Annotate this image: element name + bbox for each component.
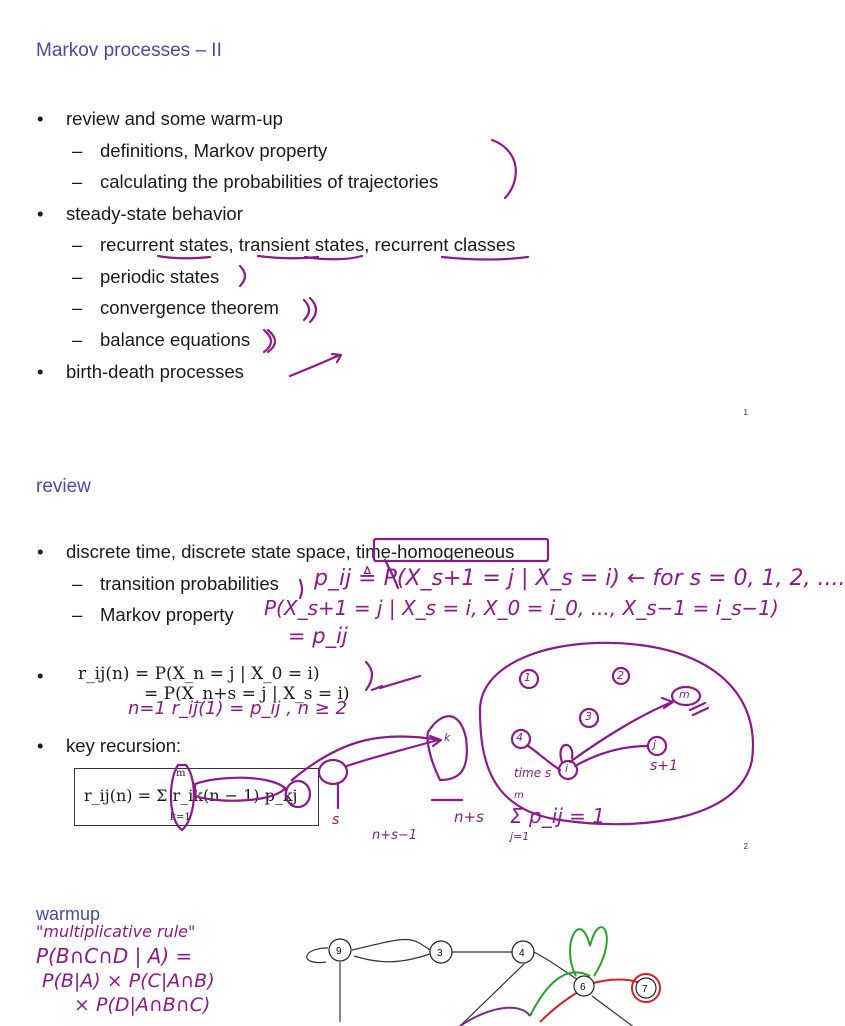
handwritten-n-plus-s: n+s xyxy=(454,808,484,826)
handwritten-s-plus-1: s+1 xyxy=(650,758,678,774)
slide-title: Markov processes – II xyxy=(36,40,222,61)
handwritten-time-s: time s xyxy=(514,766,552,780)
graph-node-label: 6 xyxy=(580,982,586,993)
bullet-item: • birth-death processes xyxy=(37,361,244,382)
sum-lower-limit: k=1 xyxy=(170,812,191,823)
graph-node-label: 3 xyxy=(437,948,443,959)
page-number: 2 xyxy=(743,842,748,851)
handwritten-node-label: 1 xyxy=(524,671,531,684)
markov-chain-graph xyxy=(290,866,768,1026)
formula-line-2: = P(X_n+s = j | X_s = i) xyxy=(144,684,350,704)
sub-item: – recurrent states, transient states, recurrent classes xyxy=(72,234,516,255)
sub-item: – convergence theorem xyxy=(72,297,279,318)
handwritten-s: s xyxy=(332,812,340,828)
handwritten-markov-equals: = p_ij xyxy=(288,624,348,648)
slide-3 xyxy=(0,858,768,1024)
handwritten-rule-name: "multiplicative rule" xyxy=(36,922,196,941)
slide-title: warmup xyxy=(36,904,101,924)
sub-item: – Markov property xyxy=(72,604,234,625)
formula-line-1: r_ij(n) = P(X_n = j | X_0 = i) xyxy=(78,664,320,684)
slide-title: review xyxy=(36,476,91,497)
handwritten-sum-rule: Σ p_ij = 1 xyxy=(510,804,605,828)
handwritten-sum-lower: j=1 xyxy=(510,830,530,843)
bullet-item: • review and some warm-up xyxy=(37,108,283,129)
bullet-item: • steady-state behavior xyxy=(37,203,243,224)
handwritten-n-plus-s-minus-1: n+s−1 xyxy=(372,828,418,843)
graph-node-label: 7 xyxy=(642,984,648,995)
sub-item: – balance equations xyxy=(72,329,251,350)
handwritten-base-case: n=1 r_ij(1) = p_ij , n ≥ 2 xyxy=(128,698,348,719)
sum-upper-limit: m xyxy=(176,768,186,779)
handwritten-pij-definition: p_ij ≜ P(X_s+1 = j | X_s = i) ← for s = 0, 1, 2, .... xyxy=(314,566,845,591)
handwritten-line: × P(D|A∩B∩C) xyxy=(74,994,211,1016)
handwritten-node-label: 4 xyxy=(516,731,523,744)
handwritten-node-label: m xyxy=(679,688,690,701)
bullet-item: • discrete time, discrete state space, time-homogeneous xyxy=(37,541,515,562)
slide-1 xyxy=(0,0,768,440)
handwritten-node-label: i xyxy=(565,762,569,775)
sub-item: – periodic states xyxy=(72,266,220,287)
handwritten-node-label: 2 xyxy=(617,669,624,682)
bullet-item: • key recursion: xyxy=(37,735,182,756)
page-number: 1 xyxy=(743,408,748,417)
slide-2 xyxy=(0,440,845,858)
handwritten-node-label: j xyxy=(653,738,657,751)
handwritten-line: P(B|A) × P(C|A∩B) xyxy=(42,970,215,992)
handwritten-sum-upper: m xyxy=(514,790,524,801)
handwritten-markov-property: P(X_s+1 = j | X_s = i, X_0 = i_0, ..., X_s−1 = i_s−1) xyxy=(264,596,779,620)
bullet-item: • xyxy=(37,665,44,686)
handwritten-node-label: k xyxy=(444,731,451,744)
handwritten-line: P(B∩C∩D | A) = xyxy=(36,944,193,968)
handwritten-node-label: 3 xyxy=(585,710,592,723)
recursion-formula: r_ij(n) = Σ r_ik(n − 1) p_kj xyxy=(84,786,298,805)
graph-node-label: 9 xyxy=(336,946,342,957)
sub-item: – calculating the probabilities of trajectories xyxy=(72,171,439,192)
sub-item: – definitions, Markov property xyxy=(72,140,328,161)
sub-item: – transition probabilities xyxy=(72,573,279,594)
graph-node-label: 4 xyxy=(519,948,525,959)
